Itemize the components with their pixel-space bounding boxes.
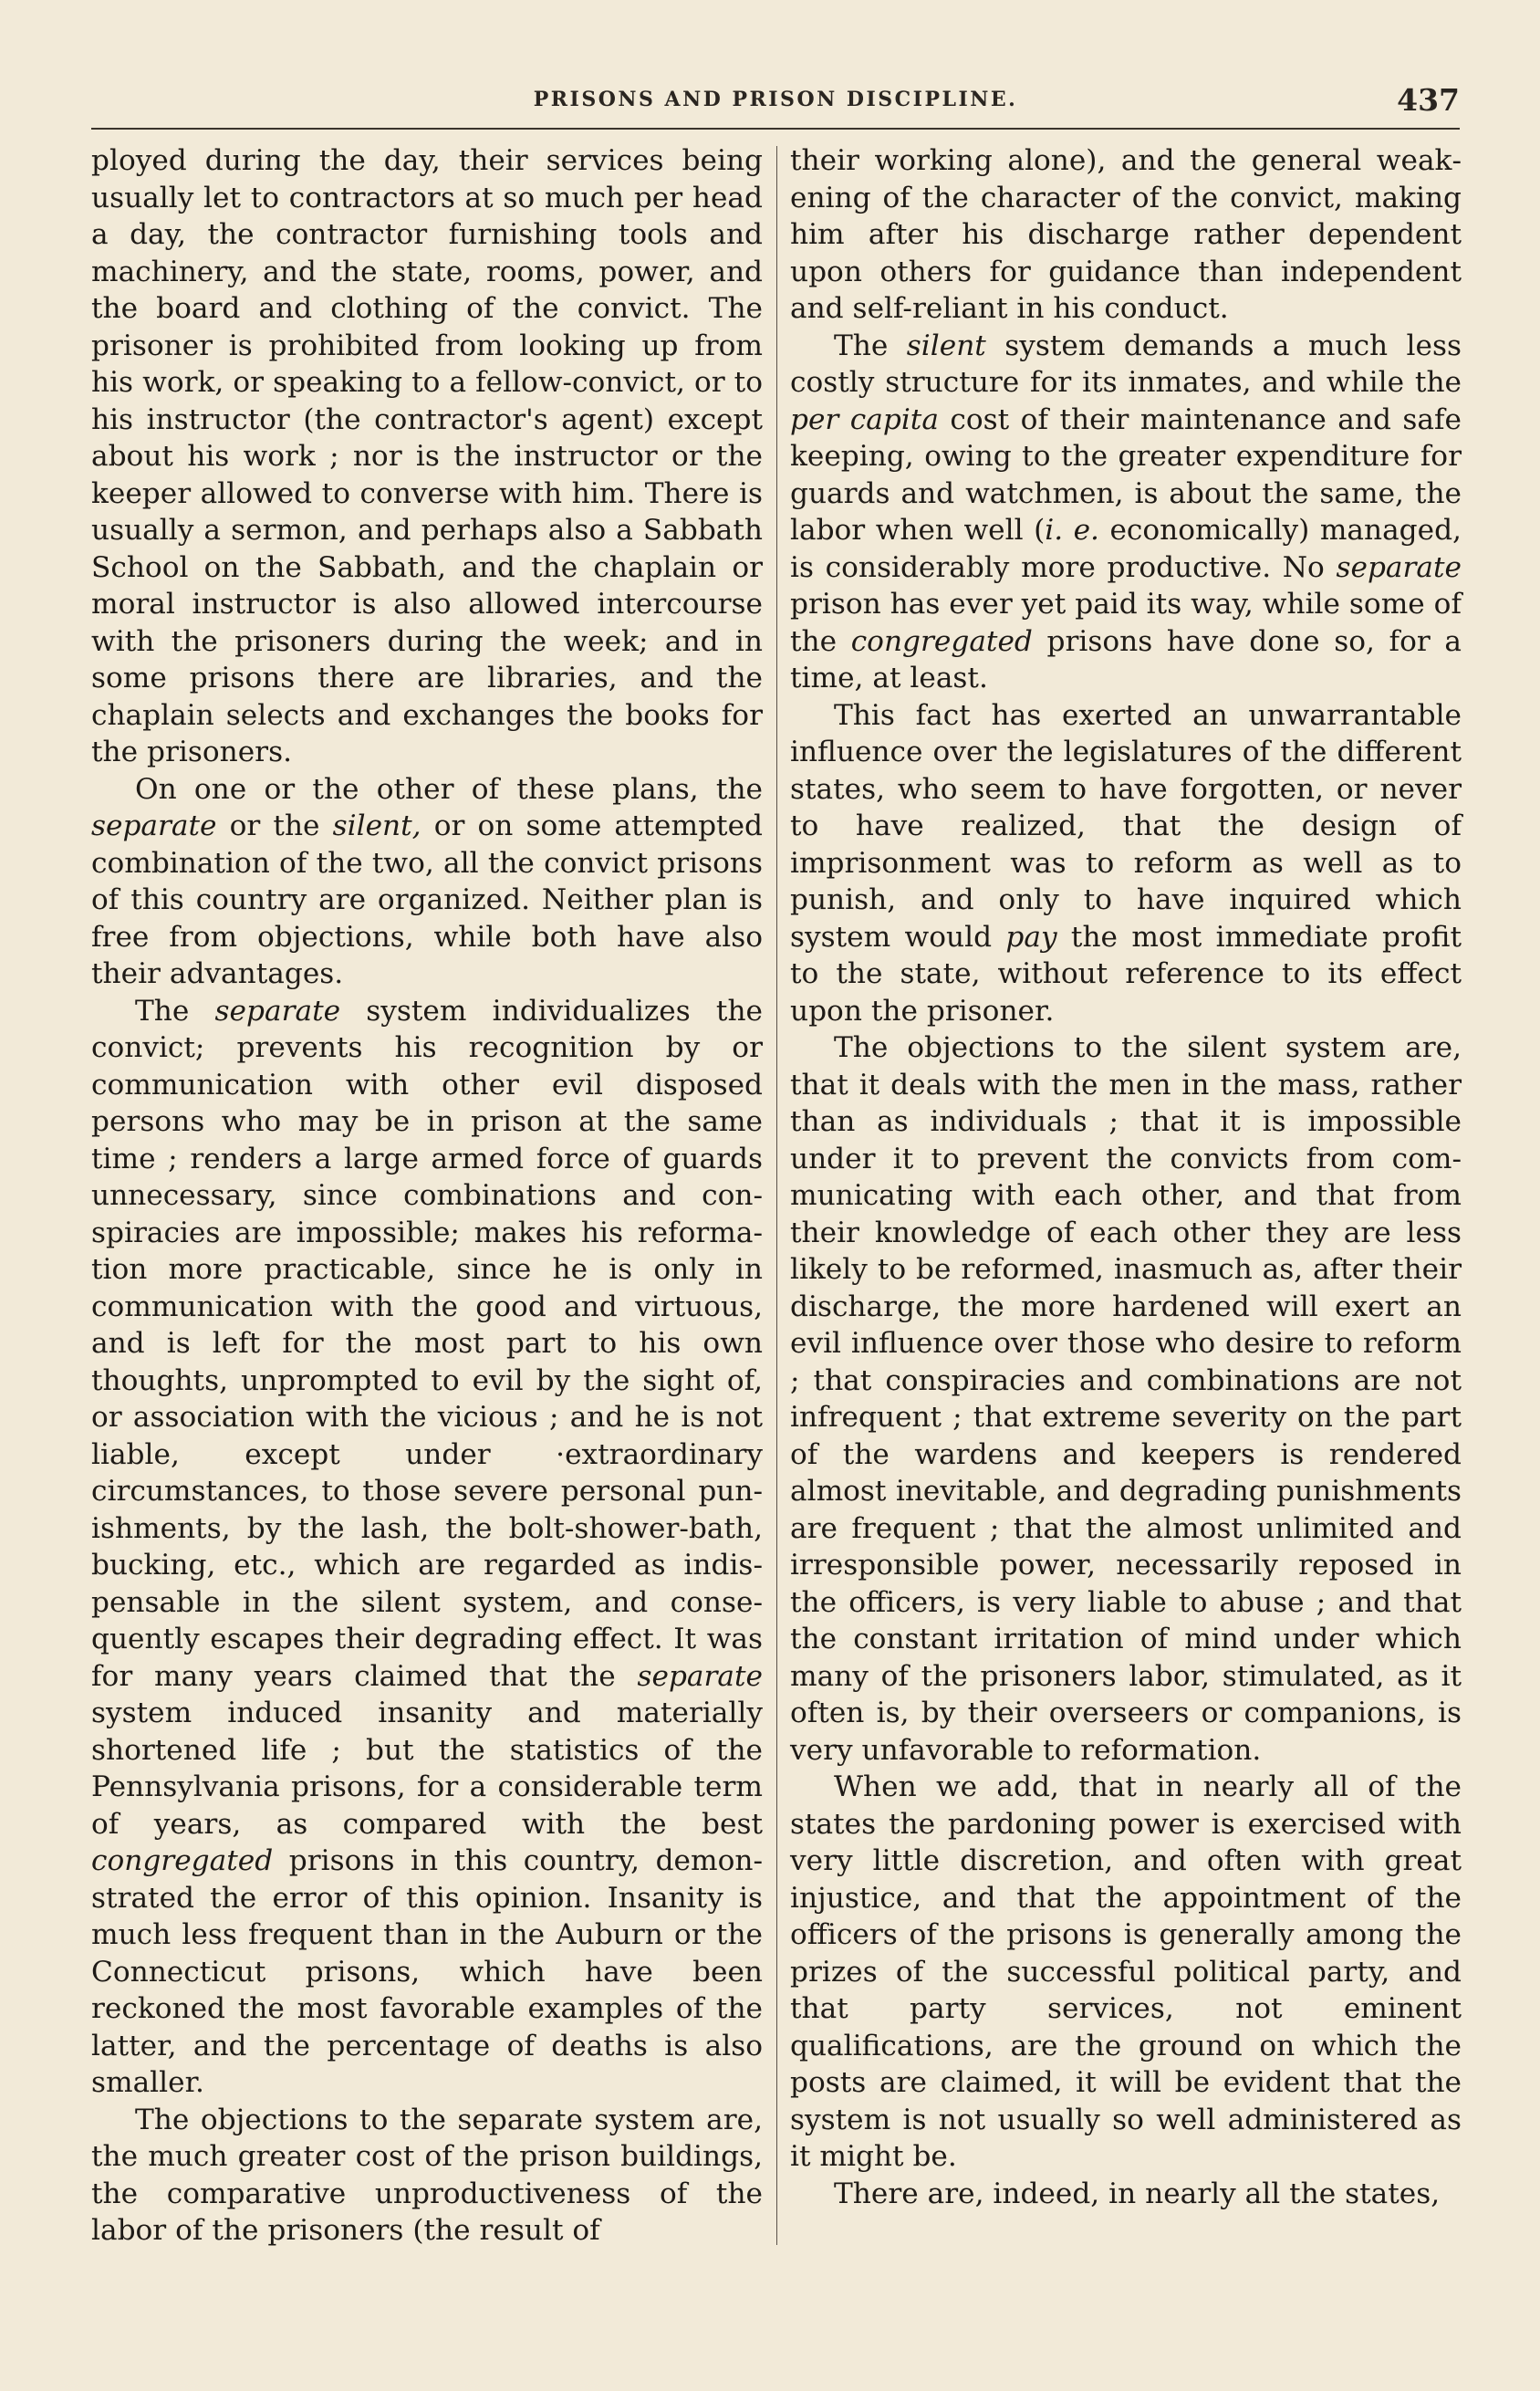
right-column	[790, 142, 1462, 2241]
page-header	[91, 84, 1460, 124]
paragraph: their working alone), and the general weakening of the character of the convict, making him after his discharge rather dependent upon others for guidance than independent and self-reliant in his conduct.	[790, 144, 1462, 325]
paragraph: On one or the other of these plans, the separate or the silent, or on some attempted combination of the two, all the convict prisons of this country are organized. Neither plan is free from objections, while both have also their advantages.	[91, 772, 763, 990]
italic-term: per capita	[790, 402, 939, 436]
italic-term: congregated	[91, 1844, 274, 1877]
running-title: PRISONS AND PRISON DISCIPLINE.	[533, 88, 1018, 111]
paragraph: The objections to the silent system are, that it deals with the men in the mass, rather than as individuals ; that it is impossible under it to prevent the convicts from communicating with each other, and that from their knowledge of each other they are less likely to be reformed, inasmuch as, after their discharge, the more hardened will exert an evil influence over those who desire to reform ; that conspiracies and combinations are not infrequent ; that extreme severity on the part of the wardens and keepers is rendered almost inevitable, and degrading punishments are frequent ; that the almost unlimited and irresponsible power, necessarily reposed in the officers, is very liable to abuse ; and that the constant irritation of mind under which many of the prisoners labor, stimulated, as it often is, by their overseers or companions, is very unfavorable to reformation.	[790, 1031, 1462, 1767]
paragraph: The objections to the separate system are, the much greater cost of the prison buildings, the comparative unproductiveness of the labor of the prisoners (the result of	[91, 2103, 763, 2247]
paragraph: There are, indeed, in nearly all the states,	[834, 2177, 1441, 2210]
italic-term: silent	[906, 329, 986, 362]
italic-term: separate	[91, 809, 217, 842]
italic-term: pay	[1005, 920, 1057, 954]
italic-term: i. e.	[1045, 514, 1099, 547]
header-rule	[91, 128, 1460, 130]
italic-term: congregated	[850, 624, 1033, 658]
italic-term: separate	[637, 1659, 763, 1693]
paragraph: The separate system individualizes the convict; prevents his recognition by or communication with other evil disposed persons who may be in prison at the same time ; renders a large armed force of guards unnecessary, since combinations and conspiracies are impossible; makes his reformation more practicable, since he is only in communication with the good and virtuous, and is left for the most part to his own thoughts, unprompted to evil by the sight of, or association with the vicious ; and he is not liable, except under ·extraordinary circumstances, to those severe personal punishments, by the lash, the bolt-shower-bath, bucking, etc., which are regarded as indispensable in the silent system, and consequently escapes their degrading effect. It was for many years claimed that the separate system induced insanity and materially shortened life ; but the statistics of the Pennsylvania prisons, for a considerable term of years, as compared with the best congregated prisons in this country, demonstrated the error of this opinion. Insanity is much less frequent than in the Auburn or the Connecticut prisons, which have been reckoned the most favorable examples of the latter, and the percentage of deaths is also smaller.	[91, 994, 763, 2099]
paragraph: This fact has exerted an unwarrantable influence over the legislatures of the different states, who seem to have forgotten, or never to have realized, that the design of imprisonment was to reform as well as to punish, and only to have inquired which system would pay the most immediate profit to the state, without reference to its effect upon the prisoner.	[790, 698, 1462, 1028]
paragraph: When we add, that in nearly all of the states the pardoning power is exercised with very little discretion, and often with great injustice, and that the appointment of the officers of the prisons is generally among the prizes of the successful political party, and that party services, not eminent qualifications, are the ground on which the posts are claimed, it will be evident that the system is not usually so well administered as it might be.	[790, 1770, 1462, 2173]
left-column	[91, 142, 763, 2247]
paragraph: The silent system demands a much less costly structure for its inmates, and while the per capita cost of their maintenance and safe keeping, owing to the greater expenditure for guards and watchmen, is about the same, the labor when well (i. e. economically) managed, is considerably more productive. No separate prison has ever yet paid its way, while some of the congregated prisons have done so, for a time, at least.	[790, 329, 1462, 694]
italic-term: separate	[214, 994, 341, 1028]
column-divider	[776, 146, 777, 2245]
italic-term: silent,	[332, 809, 421, 842]
page-number: 437	[1397, 82, 1460, 118]
paragraph: ployed during the day, their services being usually let to contractors at so much per head a day, the contractor furnishing tools and machinery, and the state, rooms, power, and the board and clothing of the convict. The prisoner is prohibited from looking up from his work, or speaking to a fellow-convict, or to his instructor (the contractor's agent) except about his work ; nor is the instructor or the keeper allowed to converse with him. There is usually a sermon, and perhaps also a Sabbath School on the Sabbath, and the chaplain or moral instructor is also allowed intercourse with the prisoners during the week; and in some prisons there are libraries, and the chaplain selects and exchanges the books for the prisoners.	[91, 144, 763, 768]
italic-term: separate	[1336, 550, 1462, 584]
